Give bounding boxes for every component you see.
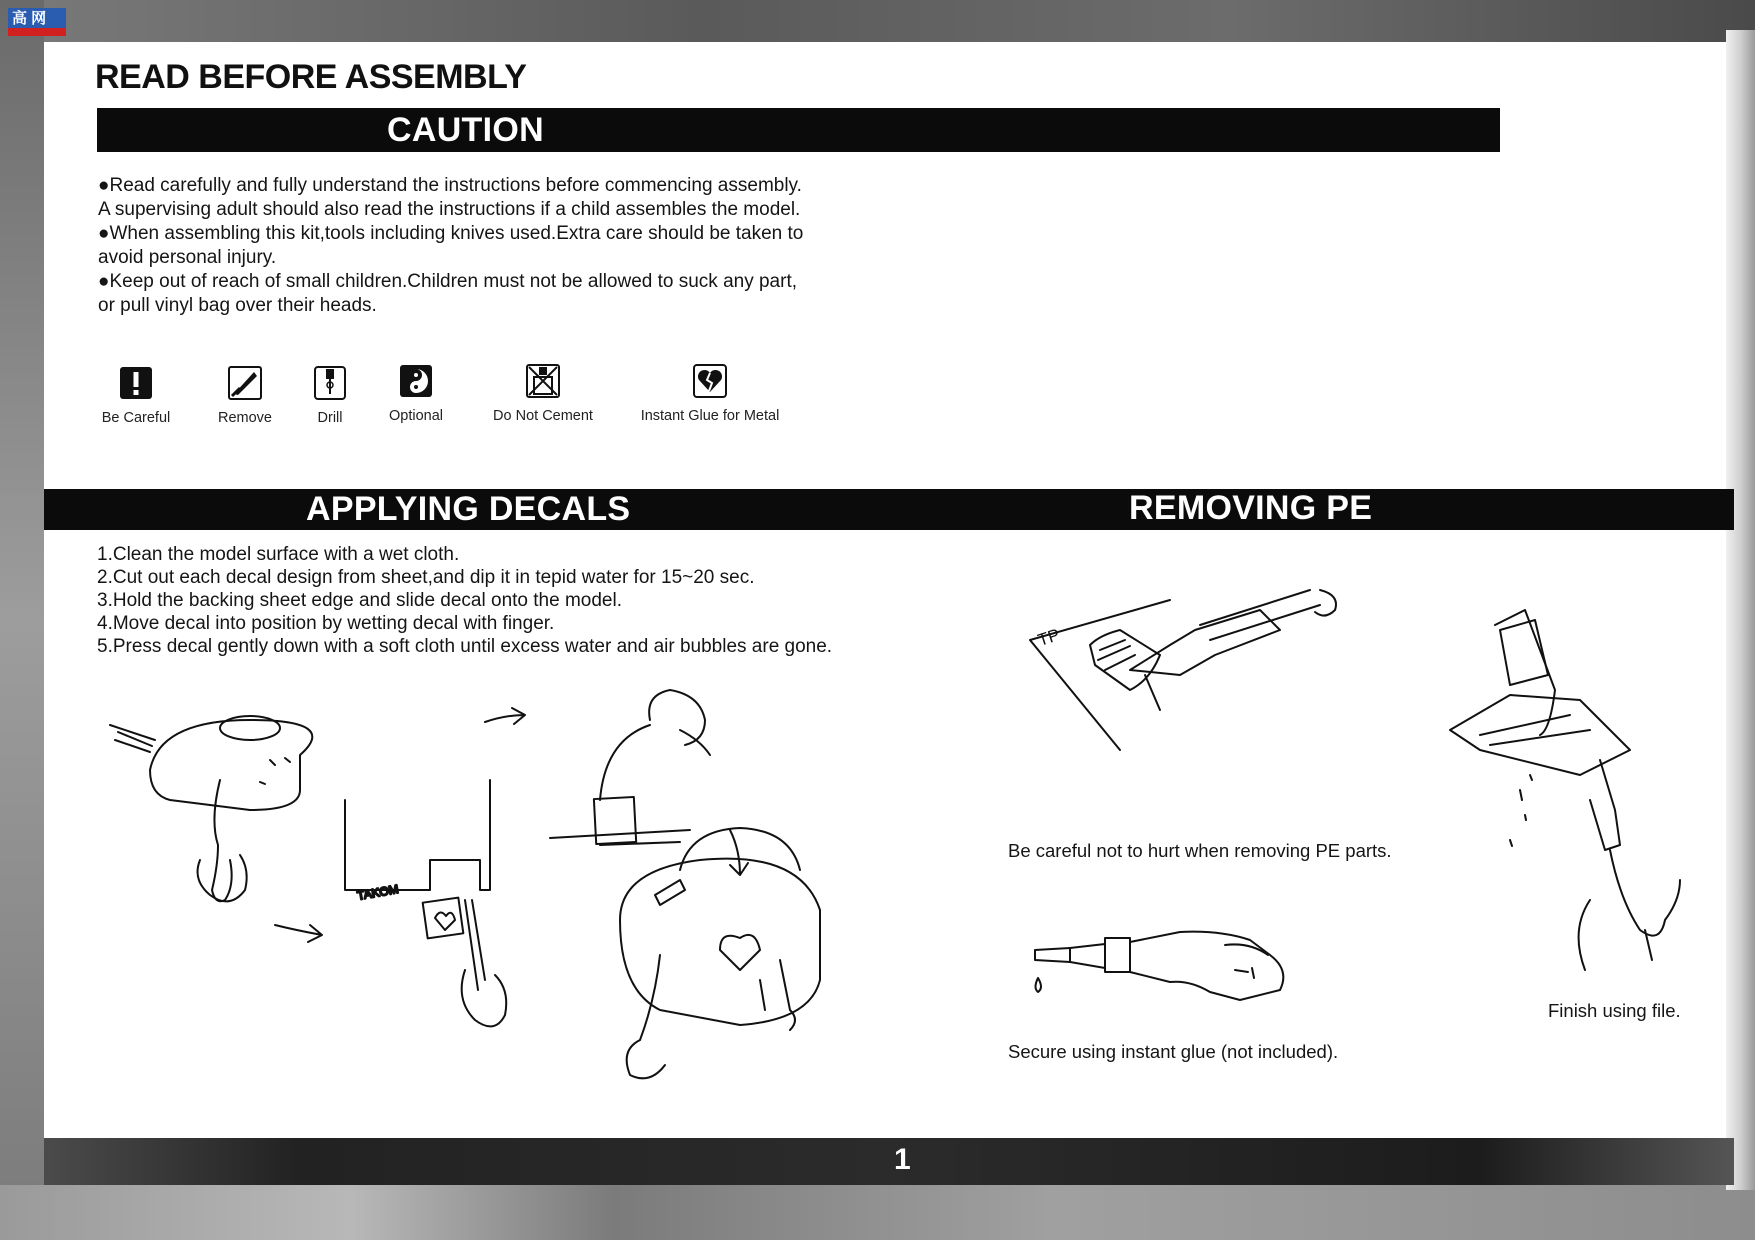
decal-sheet-illustration [345,780,506,1026]
scan-border-bottom [0,1185,1755,1240]
decal-sheet-label: TAKOM [356,881,400,903]
water-dip-illustration [550,690,710,845]
symbol-remove [205,366,285,426]
pe-caption-file: Finish using file. [1548,1000,1681,1021]
decal-step: 3.Hold the backing sheet edge and slide decal onto the model. [97,590,622,611]
caution-line: avoid personal injury. [98,247,277,268]
symbol-label: Drill [317,410,343,426]
symbol-instant-glue [625,364,795,424]
decal-step: 4.Move decal into position by wetting decal with finger. [97,613,555,634]
exclamation-icon [119,366,153,400]
caution-line: ●Read carefully and fully understand the instructions before commencing assembly. [98,175,802,196]
broken-heart-icon [693,364,727,398]
caution-line: or pull vinyl bag over their heads. [98,295,377,316]
symbol-label: Optional [388,408,443,424]
glue-illustration [1030,900,1370,1030]
caution-heading: CAUTION [387,110,544,149]
arrow [485,708,525,724]
page-number: 1 [894,1143,911,1176]
drill-icon [314,366,346,400]
page-title: READ BEFORE ASSEMBLY [95,58,527,96]
caution-line: ●When assembling this kit,tools including knives used.Extra care should be taken to [98,223,804,244]
watermark-logo-text: 高 网 [12,10,47,27]
watermark-logo [6,6,68,38]
decal-step: 5.Press decal gently down with a soft cloth until excess water and air bubbles are gone. [97,636,833,657]
decal-step: 1.Clean the model surface with a wet cloth. [97,544,460,565]
symbol-be-careful [90,366,182,426]
page-footer [44,1138,1734,1185]
scan-border-top [0,0,1755,42]
scan-border-left [0,0,47,1240]
caution-banner [97,108,1500,152]
caution-line: A supervising adult should also read the instructions if a child assembles the model. [98,199,801,220]
decal-step: 2.Cut out each decal design from sheet,and dip it in tepid water for 15~20 sec. [97,567,755,588]
arrow [730,830,748,875]
pe-heading: REMOVING PE [1129,489,1373,527]
yin-yang-icon [399,364,433,398]
symbol-legend [90,362,810,426]
decals-pe-banner [44,489,1734,530]
symbol-label: Do Not Cement [493,408,593,424]
page-curl-shadow [1726,30,1755,1190]
symbol-do-not-cement [482,364,604,424]
file-illustration [1440,600,1730,1000]
caution-line: ●Keep out of reach of small children.Children must not be allowed to suck any part, [98,271,798,292]
symbol-label: Instant Glue for Metal [640,408,780,424]
symbol-optional [380,364,452,424]
decals-heading: APPLYING DECALS [306,490,631,528]
pe-cutting-illustration [1020,580,1420,780]
pe-caption-careful: Be careful not to hurt when removing PE parts. [1008,840,1392,861]
decal-illustration [100,680,980,1120]
arrow [275,925,322,942]
symbol-label: Remove [218,410,272,426]
turret-illustration-left [110,716,312,901]
crossed-glue-icon [526,364,560,398]
decal-steps [97,543,927,658]
knife-icon [228,366,262,400]
symbol-label: Be Careful [101,410,171,426]
pe-caption-glue: Secure using instant glue (not included). [1008,1041,1339,1062]
turret-illustration-right [620,828,820,1078]
symbol-drill [302,366,358,426]
caution-text [98,174,878,318]
pe-fret-label: TP [1035,625,1062,650]
